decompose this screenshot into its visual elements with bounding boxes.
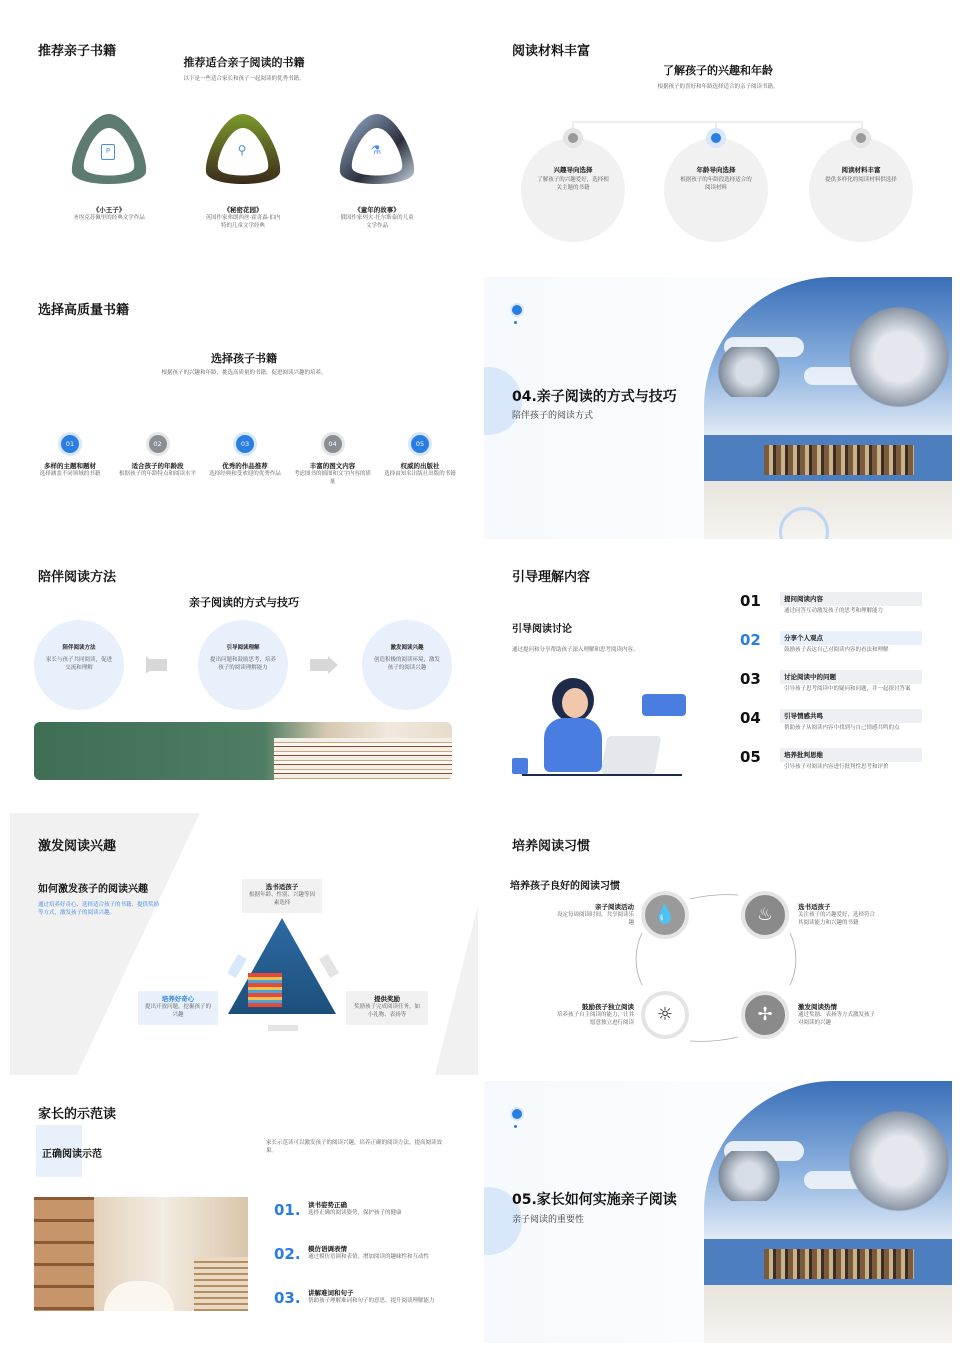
box-name: 选书适孩子: [265, 883, 299, 891]
disc-icon: [563, 128, 583, 148]
step-item: [205, 432, 285, 486]
heading: 了解孩子的兴趣和年龄: [663, 64, 773, 77]
slide-title: 阅读材料丰富: [512, 44, 591, 59]
book-name: 《童年的故事》: [354, 206, 400, 214]
item-desc: 帮助孩子从阅读内容中找到与自己情感共鸣的点: [784, 725, 900, 731]
box-left: [138, 991, 218, 1025]
flask-icon: ⚗: [370, 143, 382, 157]
step-desc: 考虑图书的插图和文字内容的质量: [293, 471, 371, 485]
sitemap-icon: ⚲: [237, 143, 247, 157]
item-number: 02: [740, 631, 761, 649]
item-desc: 鼓励孩子表达自己对阅读内容的看法和理解: [784, 647, 889, 653]
tree-left: [714, 1151, 784, 1201]
list-item: [740, 631, 922, 670]
method-desc: 提出问题和鼓励思考，培养孩子的阅读理解能力: [210, 657, 277, 671]
slide-parent-demo: [10, 1081, 478, 1343]
item-desc: 通过模仿语调和表情，增加阅读的趣味性和互动性: [308, 1254, 430, 1260]
habit-desc: 设定每周阅读时间，共享阅读乐趣: [556, 912, 634, 926]
box-desc: 提出开放问题，挖掘孩子的兴趣: [144, 1004, 211, 1018]
books-photo: [34, 722, 452, 780]
section-subtitle: 陪伴孩子的阅读方式: [512, 411, 594, 421]
step-desc: 选择涵盖不同领域的书籍: [39, 471, 101, 477]
habit-item: [798, 1003, 878, 1027]
girl-body: [544, 718, 602, 772]
item-desc: 帮助孩子理解难词和句子的意思，提升阅读理解能力: [308, 1298, 435, 1304]
habit-name: 选书适孩子: [798, 903, 831, 911]
description: 家长示范读可以激发孩子的阅读兴趣，培养正确的阅读方法，提高阅读效果。: [266, 1140, 443, 1154]
book-card: [198, 110, 288, 230]
description: 通过培养好奇心、选择适合孩子的书籍、提供奖励等方式，激发孩子的阅读兴趣。: [38, 902, 160, 916]
heading: 推荐适合亲子阅读的书籍: [183, 56, 305, 69]
description: 根据孩子的兴趣和年龄，挑选高质量的书籍，促进阅读兴趣的培养。: [161, 370, 327, 376]
arrow-left-up: [227, 954, 247, 978]
books-row: [764, 1249, 914, 1279]
slide-inspire-interest: [10, 813, 478, 1075]
box-name: 提供奖励: [374, 995, 400, 1003]
heading: 培养孩子良好的阅读习惯: [510, 881, 620, 892]
item-desc: 提供多样化的阅读材料供选择: [825, 177, 897, 183]
description: 通过提问和分享帮助孩子深入理解和思考阅读内容。: [512, 647, 639, 653]
slide-accompany-reading: [10, 546, 478, 808]
step-name: 优秀的作品推荐: [222, 462, 268, 470]
item-circle: [664, 138, 768, 242]
box-desc: 根据年龄、性别、兴趣等因素选择: [248, 892, 315, 906]
method-name: 激发阅读兴趣: [390, 645, 424, 651]
habit-name: 激发阅读热情: [798, 1003, 837, 1011]
library-photo: [34, 1197, 248, 1311]
box-name: 培养好奇心: [161, 995, 195, 1003]
slide-section-05: [484, 1081, 952, 1343]
image-icon: [706, 128, 726, 148]
book-name: 《秘密花园》: [223, 206, 263, 214]
step-desc: 选择由知名出版社出版的书籍: [384, 471, 456, 477]
girl-face: [562, 688, 588, 718]
item-desc: 了解孩子的兴趣爱好，选择相关主题的书籍: [537, 177, 609, 191]
table-surface: [704, 1285, 952, 1343]
method-name: 陪伴阅读方法: [62, 645, 96, 651]
books-row: [764, 445, 914, 475]
list-item: [740, 592, 922, 631]
bag-icon: [851, 128, 871, 148]
drop-icon: 💧: [641, 891, 689, 939]
book-card: [332, 110, 422, 230]
bookshelf-left: [34, 1197, 94, 1311]
item-name: 提问阅读内容: [780, 592, 922, 606]
list-item: [274, 1289, 452, 1333]
book-stack: [194, 1257, 248, 1311]
habit-item: [554, 1003, 634, 1027]
tree-right: [844, 1101, 952, 1221]
step-item: [380, 432, 460, 486]
item-name: 培养批判思维: [780, 748, 922, 762]
open-book: [104, 1281, 174, 1311]
mug-icon: [512, 758, 528, 774]
item-circle: [521, 138, 625, 242]
slide-title: 推荐亲子书籍: [38, 44, 117, 59]
habit-desc: 培养孩子自主阅读的能力，让其愿意独立进行阅读: [556, 1012, 634, 1026]
habit-desc: 通过奖励、表扬等方式激发孩子对阅读的兴趣: [798, 1012, 876, 1026]
bullet-dot: [510, 1107, 524, 1121]
books-stack-image: [248, 973, 282, 1007]
item-number: 01.: [274, 1201, 301, 1219]
step-item: [118, 432, 198, 486]
item-name: 模仿语调表情: [308, 1245, 347, 1253]
bullet-dot-small: [514, 321, 517, 324]
method-circle: [198, 620, 288, 710]
item-name: 阅读材料丰富: [841, 166, 881, 174]
book-name: 《小王子》: [92, 206, 126, 214]
slide-reading-habits: [484, 813, 952, 1075]
slide-recommend-books: [10, 10, 478, 272]
arrow-body: [310, 659, 330, 671]
arrow-body: [147, 659, 167, 671]
item-desc: 根据孩子的年龄段选择适合的阅读材料: [680, 177, 752, 191]
bg-shape-right: [370, 813, 478, 1075]
sky-photo: [704, 277, 952, 539]
book-stack: [274, 738, 452, 780]
slide-title: 培养阅读习惯: [512, 839, 591, 854]
item-number: 03: [740, 670, 761, 688]
method-name: 引导阅读理解: [226, 645, 260, 651]
list-item: [740, 709, 922, 748]
step-name: 适合孩子的年龄段: [131, 462, 184, 470]
sun-icon: ☼: [641, 991, 689, 1039]
habit-item: [554, 903, 634, 927]
tree-right: [844, 297, 952, 417]
reading-girl-illustration: [512, 674, 692, 784]
list-item: [740, 670, 922, 709]
windmill-icon: ✢: [741, 991, 789, 1039]
method-circle: [362, 620, 452, 710]
slide-title: 选择高质量书籍: [38, 303, 130, 318]
arrow-icon: [328, 656, 338, 674]
bullet-dot-small: [514, 1125, 517, 1128]
step-number: 01: [58, 432, 82, 456]
book-desc: 圣埃克苏佩里的经典文学作品: [73, 215, 145, 221]
item-number: 03.: [274, 1289, 301, 1307]
cycle-arrows: [484, 813, 952, 1075]
item-number: 01: [740, 592, 761, 610]
step-item: [30, 432, 110, 486]
item-desc: 引导孩子思考阅读中的疑问和问题，并一起探讨答案: [784, 686, 911, 692]
item-name: 引导情感共鸣: [780, 709, 922, 723]
step-number: 04: [321, 432, 345, 456]
step-desc: 根据孩子的年龄特点和阅读水平: [118, 471, 196, 477]
desk-line: [522, 774, 682, 776]
habit-desc: 关注孩子的兴趣爱好，选择符合其阅读能力和兴趣的书籍: [798, 912, 876, 926]
list-item: [740, 748, 922, 787]
step-desc: 选择经典和受欢迎的优秀作品: [209, 471, 281, 477]
slide-title: 陪伴阅读方法: [38, 570, 117, 585]
step-number: 03: [233, 432, 257, 456]
slide-guide-understanding: [484, 546, 952, 808]
arrow-right-down: [319, 954, 339, 978]
item-circle: [809, 138, 913, 242]
heading: 选择孩子书籍: [211, 352, 277, 365]
step-item: [293, 432, 373, 486]
book-card: [64, 110, 154, 222]
description: 根据孩子的喜好和年龄选择适合的亲子阅读书籍。: [657, 84, 779, 90]
item-name: 兴趣导向选择: [553, 166, 593, 174]
description: 以下是一些适合家长和孩子一起阅读的优秀书籍。: [183, 76, 305, 82]
slide-title: 引导理解内容: [512, 570, 591, 585]
document-icon: P: [101, 144, 115, 160]
step-number: 05: [408, 432, 432, 456]
method-circle: [34, 620, 124, 710]
demo-list: [274, 1201, 452, 1333]
list-item: [274, 1245, 452, 1289]
item-name: 讨论阅读中的问题: [780, 670, 922, 684]
habit-name: 鼓励孩子独立阅读: [582, 1003, 634, 1011]
heading: 亲子阅读的方式与技巧: [189, 596, 299, 609]
box-right: [346, 991, 428, 1025]
item-name: 讲解难词和句子: [308, 1289, 354, 1297]
book-desc: 俄国作家列夫·托尔斯泰的儿童文学作品: [340, 215, 414, 229]
section-subtitle: 亲子阅读的重要性: [512, 1215, 585, 1225]
step-number: 02: [146, 432, 170, 456]
section-title: 05.家长如何实施亲子阅读: [512, 1192, 677, 1208]
item-desc: 引导孩子对阅读内容进行批判性思考和评价: [784, 764, 889, 770]
fire-icon: ♨: [741, 891, 789, 939]
step-name: 权威的出版社: [400, 462, 440, 470]
box-top: [242, 879, 322, 913]
item-number: 04: [740, 709, 761, 727]
method-desc: 创造积极的阅读环境，激发孩子的阅读兴趣: [374, 657, 441, 671]
slide-title: 家长的示范读: [38, 1107, 117, 1122]
item-name: 年龄导向选择: [696, 166, 736, 174]
chat-bubble-icon: [642, 694, 686, 716]
tree-left: [714, 347, 784, 397]
item-desc: 通过问答互动激发孩子的思考和理解能力: [784, 608, 884, 614]
bullet-dot: [510, 303, 524, 317]
slide-reading-materials: [484, 10, 952, 272]
item-desc: 选择正确的阅读姿势，保护孩子的健康: [308, 1210, 402, 1216]
slide-quality-books: [10, 277, 478, 539]
book-desc: 英国作家弗朗西丝·霍奇森·伯内特的儿童文学经典: [205, 215, 281, 229]
triangle-image: [228, 918, 336, 1014]
laptop: [601, 736, 662, 774]
arrow-bottom: [268, 1025, 298, 1031]
demo-box-label: 正确阅读示范: [42, 1149, 102, 1160]
heading: 如何激发孩子的阅读兴趣: [38, 884, 148, 895]
list-item: [274, 1201, 452, 1245]
item-number: 05: [740, 748, 761, 766]
numbered-list: [740, 592, 922, 787]
method-desc: 家长与孩子共同阅读，促进交流和理解: [46, 657, 113, 671]
box-desc: 奖励孩子完成阅读任务，如小礼物、表扬等: [353, 1004, 420, 1018]
habit-name: 亲子阅读活动: [595, 903, 634, 911]
habit-item: [798, 903, 878, 927]
item-number: 02.: [274, 1245, 301, 1263]
item-name: 读书姿势正确: [308, 1201, 347, 1209]
slide-section-04: [484, 277, 952, 539]
steps-row: [30, 432, 460, 486]
step-name: 多样的主题和题材: [44, 462, 96, 470]
sky-photo: [704, 1081, 952, 1343]
section-title: 04.亲子阅读的方式与技巧: [512, 389, 677, 405]
item-name: 分享个人观点: [780, 631, 922, 645]
slide-title: 激发阅读兴趣: [38, 839, 117, 854]
heading: 引导阅读讨论: [512, 624, 572, 635]
step-name: 丰富的图文内容: [309, 462, 356, 470]
